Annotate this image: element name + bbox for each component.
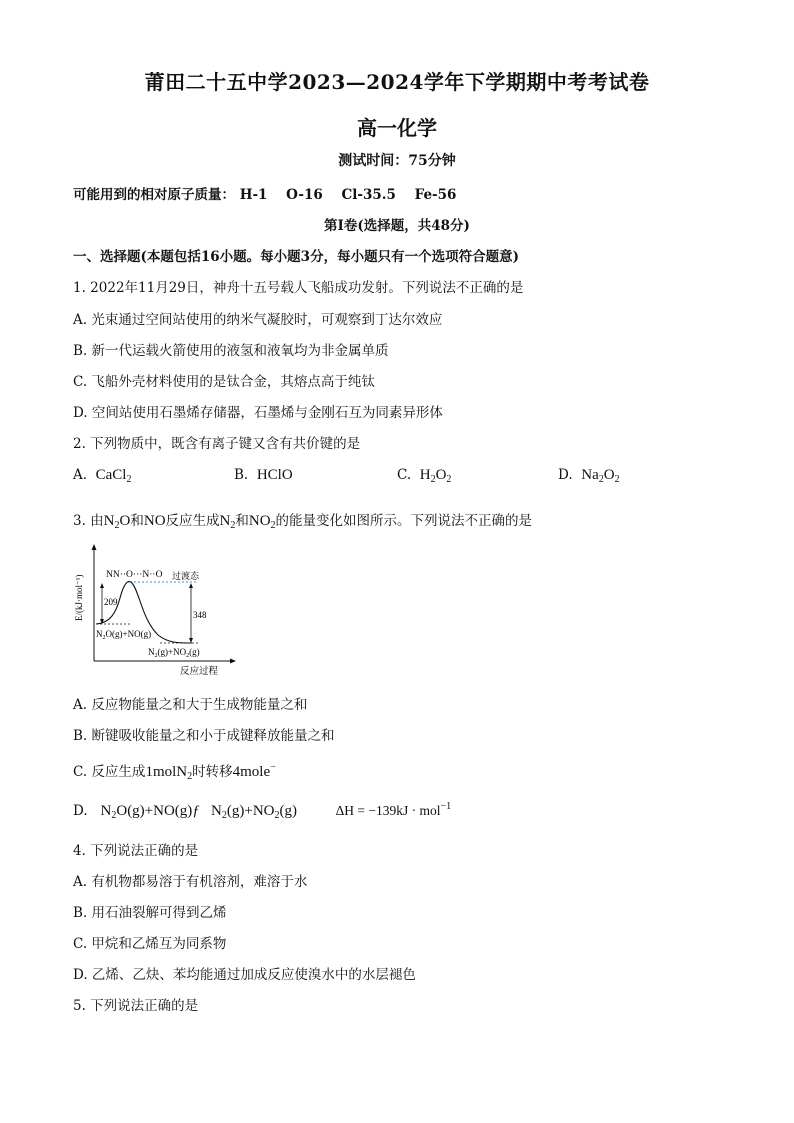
atomic-mass-label: 可能用到的相对原子质量： <box>73 187 235 203</box>
question-1-option-a: A. 光束通过空间站使用的纳米气凝胶时，可观察到丁达尔效应 <box>73 312 443 328</box>
question-2-option-d: D. $Na_2O_2$ <box>558 467 620 485</box>
question-4-option-d: D. 乙烯、乙炔、苯均能通过加成反应使溴水中的水层褪色 <box>73 967 416 983</box>
question-2-option-c: C. $H_2O_2$ <box>397 467 452 485</box>
products-label: $N_2(g)+NO_2(g)$ <box>148 647 200 659</box>
question-4-option-c: C. 甲烷和乙烯互为同系物 <box>73 936 227 952</box>
atomic-mass-fe: Fe-56 <box>414 187 457 203</box>
atomic-mass-o: O-16 <box>286 187 323 203</box>
volume-heading: 第Ⅰ卷(选择题，共48分) <box>324 218 470 234</box>
question-2-stem: 2. 下列物质中，既含有离子键又含有共价键的是 <box>73 436 361 452</box>
question-4-stem: 4. 下列说法正确的是 <box>73 843 199 859</box>
x-axis-arrow <box>230 659 236 664</box>
x-axis-label: 反应过程 <box>180 667 219 677</box>
question-2-option-b: B. HClO <box>234 467 293 483</box>
atomic-mass-cl: Cl-35.5 <box>341 187 396 203</box>
question-4-option-b: B. 用石油裂解可得到乙烯 <box>73 905 227 921</box>
question-1-option-d: D. 空间站使用石墨烯存储器，石墨烯与金刚石互为同素异形体 <box>73 405 443 421</box>
reactants-label: $N_2O(g)+NO(g)$ <box>96 629 152 641</box>
reverse-energy-value: 348 <box>193 610 207 620</box>
section-heading: 一、选择题(本题包括16小题。每小题3分，每小题只有一个选项符合题意) <box>73 249 519 265</box>
question-3-option-a: A. 反应物能量之和大于生成物能量之和 <box>73 697 308 713</box>
exam-title: 莆田二十五中学2023—2024学年下学期期中考考试卷 <box>144 70 650 94</box>
question-4-option-a: A. 有机物都易溶于有机溶剂，难溶于水 <box>73 874 308 890</box>
atomic-mass-line <box>73 183 456 203</box>
question-2-option-a: A. CaCl$_2$ <box>73 467 132 485</box>
subject-title: 高一化学 <box>357 116 437 140</box>
transition-state-label: 过渡态 <box>172 571 200 581</box>
question-3-option-c: C. 反应生成1molN$_2$时转移4mole− <box>73 762 276 782</box>
atomic-mass-h: H-1 <box>239 187 268 203</box>
activation-energy-value: 209 <box>104 597 118 607</box>
question-1-option-c: C. 飞船外壳材料使用的是钛合金，其熔点高于纯钛 <box>73 374 375 390</box>
question-1-option-b: B. 新一代运载火箭使用的液氢和液氧均为非金属单质 <box>73 343 389 359</box>
y-axis-label: E/(kJ·mol⁻¹) <box>74 574 84 621</box>
question-3-stem: 3. 由$N_2O$和NO反应生成$N_2$和$NO_2$的能量变化如图所示。下列说法不正确的是 <box>73 513 533 531</box>
question-5-stem: 5. 下列说法正确的是 <box>73 998 199 1014</box>
energy-diagram <box>70 543 240 678</box>
question-1-stem: 1. 2022年11月29日，神舟十五号载人飞船成功发射。下列说法不正确的是 <box>73 280 524 296</box>
question-3-option-b: B. 断键吸收能量之和小于成键释放能量之和 <box>73 728 335 744</box>
question-3-option-d: D. $N_2O(g)+NO(g)ƒ$ $N_2(g)+NO_2(g) \Delta H = -139kJ \cdot mol^{-1}$ <box>73 801 452 821</box>
test-duration: 测试时间：75分钟 <box>338 153 456 169</box>
transition-state-species: NN··O···N··O <box>106 570 163 580</box>
y-axis-arrow <box>92 544 97 550</box>
